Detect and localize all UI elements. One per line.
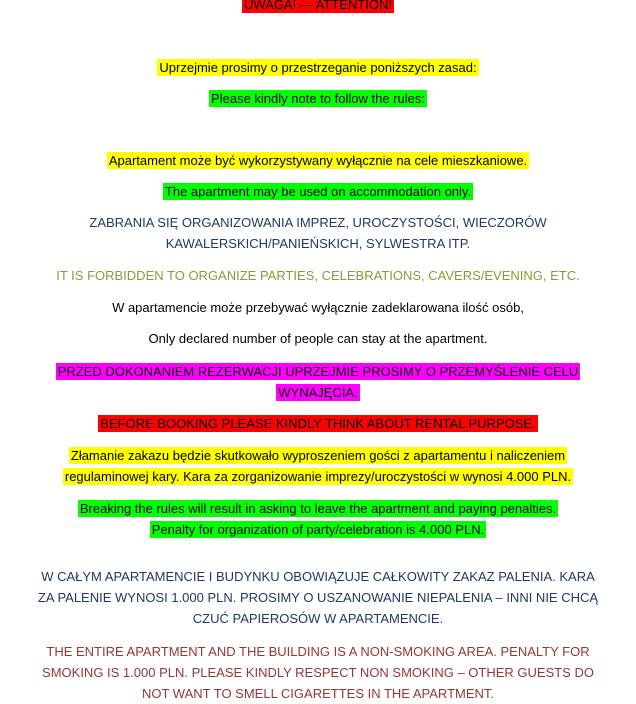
guests-pl: W apartamencie może przebywać wyłącznie zadeklarowana ilość osób, (112, 300, 524, 315)
penalty-pl-line2-row (0, 466, 636, 487)
penalty-en-line2: Penalty for organization of party/celebration is 4.000 PLN. (151, 522, 485, 537)
smoking-en-line3: NOT WANT TO SMELL CIGARETTES IN THE APARTMENT. (141, 686, 495, 701)
booking-pl-line1-row (0, 361, 636, 382)
accommodation-en: The apartment may be used on accommodation only. (164, 184, 472, 199)
attention-heading-row (0, 0, 636, 15)
smoking-en-line1: THE ENTIRE APARTMENT AND THE BUILDING IS A NON-SMOKING AREA. PENALTY FOR (46, 644, 590, 659)
attention-heading: UWAGA! — ATTENTION! (242, 0, 394, 13)
accommodation-pl: Apartament może być wykorzystywany wyłącznie na cele mieszkaniowe. (108, 153, 528, 168)
rules-intro-en-row (0, 88, 636, 109)
rules-intro-en: Please kindly note to follow the rules: (211, 91, 425, 106)
penalty-en-line1-row (0, 498, 636, 519)
accommodation-en-row (0, 181, 636, 202)
booking-pl-line2: WYNAJĘCIA. (278, 385, 358, 400)
smoking-pl-line1: W CAŁYM APARTAMENCIE I BUDYNKU OBOWIĄZUJE CAŁKOWITY ZAKAZ PALENIA. KARA (41, 569, 595, 584)
parties-pl-line1: ZABRANIA SIĘ ORGANIZOWANIA IMPREZ, UROCZYSTOŚCI, WIECZORÓW (89, 215, 547, 230)
smoking-pl-line3: CZUĆ PAPIEROSÓW W APARTAMENCIE. (192, 611, 444, 626)
parties-en: IT IS FORBIDDEN TO ORGANIZE PARTIES, CELEBRATIONS, CAVERS/EVENING, ETC. (56, 268, 580, 283)
booking-en-row (0, 413, 636, 434)
smoking-en-line2: SMOKING IS 1.000 PLN. PLEASE KINDLY RESPECT NON SMOKING – OTHER GUESTS DO (42, 665, 594, 680)
booking-pl-line1: PRZED DOKONANIEM REZERWACJI UPRZEJMIE PROSIMY O PRZEMYŚLENIE CELU (57, 364, 579, 379)
booking-pl-line2-row (0, 382, 636, 403)
penalty-pl-line2: regulaminowej kary. Kara za zorganizowanie imprezy/uroczystości w wynosi 4.000 PLN. (64, 469, 572, 484)
guests-en: Only declared number of people can stay at the apartment. (148, 331, 488, 346)
rules-intro-pl-row (0, 57, 636, 78)
parties-pl-line2: KAWALERSKICH/PANIEŃSKICH, SYLWESTRA ITP. (165, 236, 471, 251)
booking-en: BEFORE BOOKING PLEASE KINDLY THINK ABOUT RENTAL PURPOSE. (100, 416, 536, 431)
accommodation-pl-row (0, 150, 636, 171)
penalty-en-line2-row (0, 519, 636, 540)
smoking-pl-line2: ZA PALENIE WYNOSI 1.000 PLN. PROSIMY O USZANOWANIE NIEPALENIA – INNI NIE CHCĄ (37, 590, 599, 605)
rules-intro-pl: Uprzejmie prosimy o przestrzeganie poniższych zasad: (159, 60, 477, 75)
penalty-en-line1: Breaking the rules will result in asking to leave the apartment and paying penalties. (79, 501, 557, 516)
penalty-pl-line1: Złamanie zakazu będzie skutkowało wyproszeniem gości z apartamentu i naliczeniem (70, 448, 566, 463)
penalty-pl-line1-row (0, 445, 636, 466)
